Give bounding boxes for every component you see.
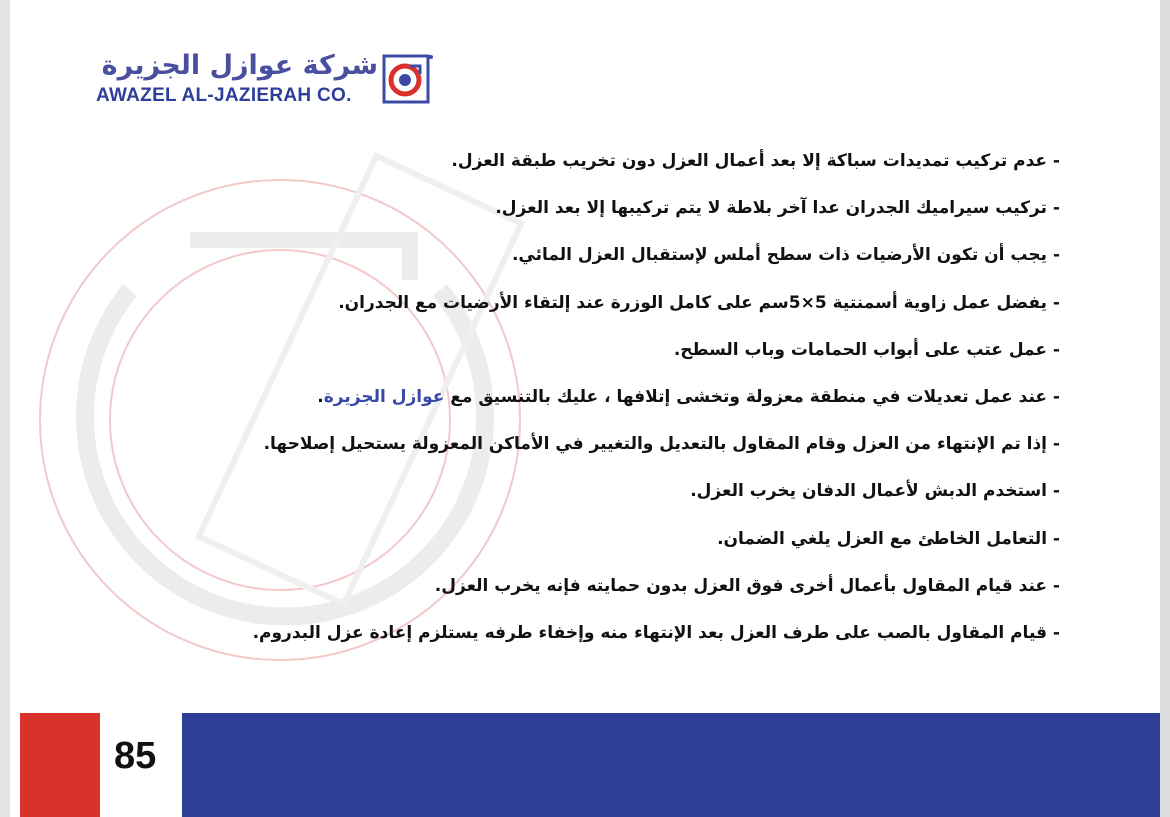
footer-blue-band — [182, 713, 1160, 817]
logo-english-name: AWAZEL AL-JAZIERAH CO. — [96, 85, 352, 106]
logo-arabic-name: شركة عوازل الجزيرة — [101, 50, 378, 81]
list-item: - استخدم الدبش لأعمال الدفان يخرب العزل. — [690, 481, 1060, 502]
guidelines-list — [110, 138, 1060, 657]
list-item-text: - عند عمل تعديلات في منطقة معزولة وتخشى إتلافها ، عليك بالتنسيق مع — [444, 387, 1060, 408]
list-item: - يفضل عمل زاوية أسمنتية 5×5سم على كامل الوزرة عند إلتقاء الأرضيات مع الجدران. — [338, 292, 1060, 313]
list-item: - عند قيام المقاول بأعمال أخرى فوق العزل بدون حمايته فإنه يخرب العزل. — [434, 575, 1060, 596]
list-item: - عدم تركيب تمديدات سباكة إلا بعد أعمال العزل دون تخريب طبقة العزل. — [451, 151, 1060, 171]
list-item: - قيام المقاول بالصب على طرف العزل بعد الإنتهاء منه وإخفاء طرفه يستلزم إعادة عزل البدروم. — [252, 623, 1060, 644]
company-emblem-icon — [380, 52, 434, 106]
brand-name: عوازل الجزيرة — [323, 387, 445, 408]
list-item: - التعامل الخاطئ مع العزل يلغي الضمان. — [717, 528, 1060, 549]
company-logo — [90, 48, 440, 110]
footer-red-block — [20, 713, 100, 817]
list-item-end: . — [317, 387, 324, 408]
document-page — [10, 0, 1160, 817]
list-item: - يجب أن تكون الأرضيات ذات سطح أملس لإستقبال العزل المائي. — [511, 245, 1060, 266]
list-item: - إذا تم الإنتهاء من العزل وقام المقاول بالتعديل والتغيير في الأماكن المعزولة يستحيل إصلاحها. — [263, 434, 1060, 455]
page-edge — [1160, 0, 1170, 817]
list-item: - عمل عتب على أبواب الحمامات وباب السطح. — [673, 339, 1060, 360]
list-item — [110, 374, 1060, 421]
page-number: 85 — [114, 735, 157, 777]
list-item: - تركيب سيراميك الجدران عدا آخر بلاطة لا يتم تركيبها إلا بعد العزل. — [495, 198, 1060, 219]
